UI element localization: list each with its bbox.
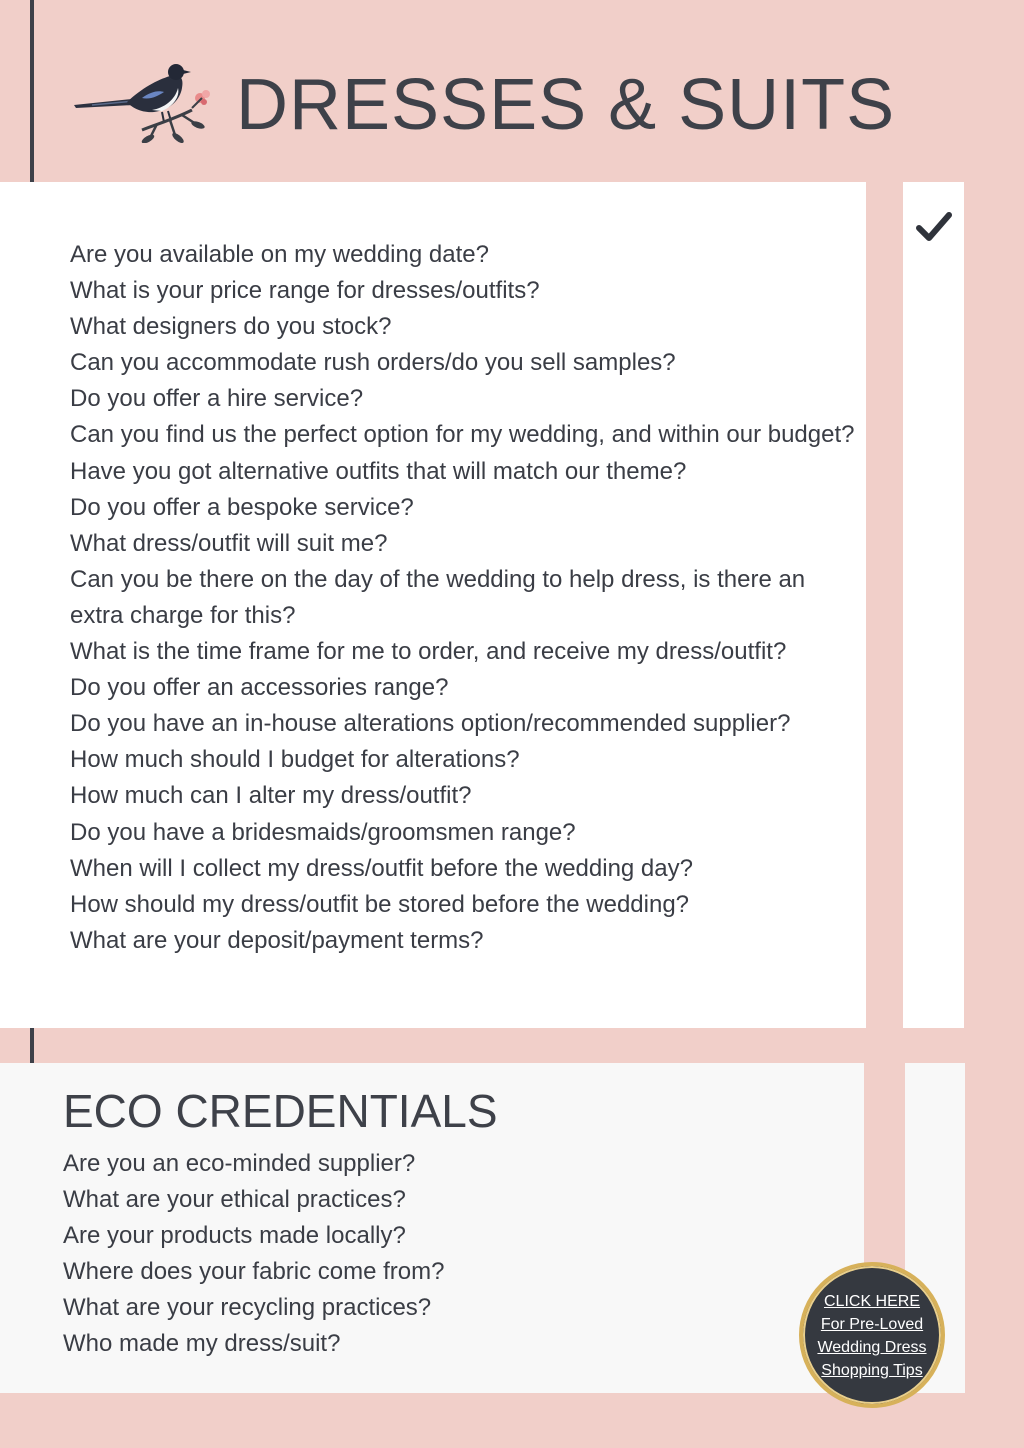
question-item: How much can I alter my dress/outfit? bbox=[70, 782, 472, 810]
question-item: Can you find us the perfect option for my wedding, and within our budget? bbox=[70, 421, 855, 449]
eco-question-item: What are your ethical practices? bbox=[63, 1186, 406, 1214]
cta-text[interactable] bbox=[817, 1288, 926, 1382]
eco-question-item: Are you an eco-minded supplier? bbox=[63, 1150, 416, 1177]
cta-line: Shopping Tips bbox=[821, 1362, 923, 1379]
page-title: DRESSES & SUITS bbox=[236, 65, 896, 145]
cta-line: Wedding Dress bbox=[817, 1339, 927, 1356]
eco-question-item: What are your recycling practices? bbox=[63, 1294, 432, 1322]
question-item: What designers do you stock? bbox=[70, 313, 392, 341]
magpie-bird-icon bbox=[72, 58, 217, 143]
cta-line: For Pre-Loved bbox=[820, 1316, 924, 1333]
eco-questions-list bbox=[63, 1146, 803, 1363]
question-item: Can you accommodate rush orders/do you sell samples? bbox=[70, 349, 676, 377]
check-column bbox=[903, 182, 964, 1028]
question-item: Are you available on my wedding date? bbox=[70, 241, 489, 268]
eco-question-item: Are your products made locally? bbox=[63, 1222, 406, 1250]
questions-list bbox=[70, 237, 860, 959]
question-item: Do you offer a bespoke service? bbox=[70, 493, 414, 521]
question-item: What are your deposit/payment terms? bbox=[70, 926, 484, 954]
question-item: Do you offer an accessories range? bbox=[70, 674, 449, 702]
question-item: When will I collect my dress/outfit before the wedding day? bbox=[70, 854, 693, 882]
question-item: Do you offer a hire service? bbox=[70, 385, 364, 413]
pre-loved-tips-link-button[interactable] bbox=[799, 1262, 945, 1408]
checkmark-icon[interactable] bbox=[916, 210, 952, 244]
eco-section-title: ECO CREDENTIALS bbox=[63, 1085, 498, 1137]
question-item: What dress/outfit will suit me? bbox=[70, 529, 388, 557]
question-item: How much should I budget for alterations? bbox=[70, 746, 520, 774]
question-item: Have you got alternative outfits that will match our theme? bbox=[70, 457, 687, 485]
question-item: Do you have an in-house alterations option/recommended supplier? bbox=[70, 710, 791, 738]
question-item: What is your price range for dresses/outfits? bbox=[70, 277, 540, 305]
question-item: Do you have a bridesmaids/groomsmen range? bbox=[70, 818, 576, 846]
cta-line: CLICK HERE bbox=[823, 1293, 921, 1310]
eco-question-item: Where does your fabric come from? bbox=[63, 1258, 445, 1286]
question-item: What is the time frame for me to order, and receive my dress/outfit? bbox=[70, 638, 787, 666]
eco-question-item: Who made my dress/suit? bbox=[63, 1330, 341, 1358]
question-item: How should my dress/outfit be stored before the wedding? bbox=[70, 890, 690, 918]
question-item: Can you be there on the day of the wedding to help dress, is there an extra charge for this? bbox=[70, 565, 806, 629]
